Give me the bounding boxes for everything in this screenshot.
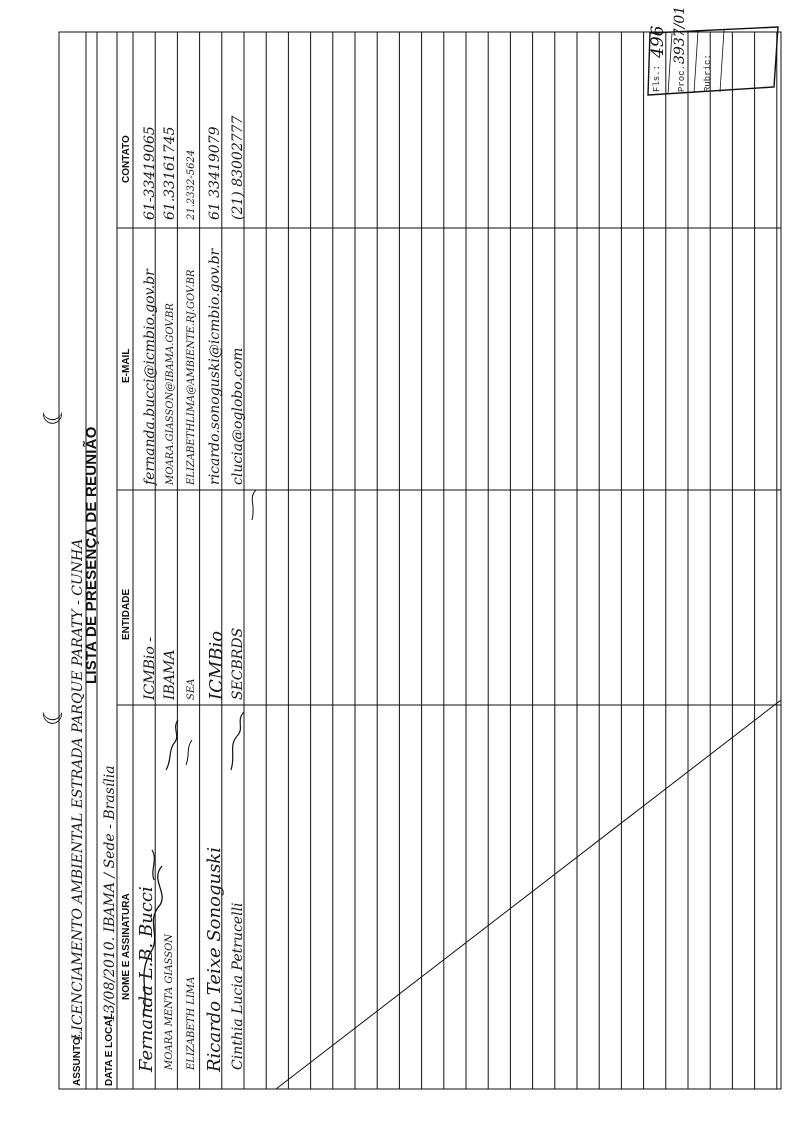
moon-logo-icon: ☾ bbox=[38, 402, 68, 426]
row-1-entidade: ICMBio - bbox=[142, 637, 158, 700]
header-contato: CONTATO bbox=[121, 135, 132, 183]
row-2-contato: 61.33161745 bbox=[162, 126, 178, 220]
row-4-contato: 61 33419079 bbox=[207, 126, 223, 220]
stamp-fls-value: 496 bbox=[648, 25, 668, 58]
row-4-email: ricardo.sonoguski@icmbio.gov.br bbox=[207, 248, 223, 485]
moon-logo-icon: ☾ bbox=[38, 702, 68, 726]
row-3-entidade: SEA bbox=[186, 678, 197, 700]
row-1-contato: 61-33419065 bbox=[142, 126, 158, 220]
row-3-contato: 21.2332-5624 bbox=[186, 149, 197, 220]
signature-mark bbox=[252, 490, 256, 520]
row-2-email: MOARA.GIASSON@IBAMA.GOV.BR bbox=[165, 303, 176, 485]
header-nome: NOME E ASSINATURA bbox=[121, 893, 132, 1000]
cancel-diagonal bbox=[276, 700, 781, 1089]
data-local-value: 13/08/2010. IBAMA / Sede - Brasília bbox=[102, 765, 118, 1022]
assunto-value: LICENCIAMENTO AMBIENTAL ESTRADA PARQUE PARATY - CUNHA bbox=[70, 538, 86, 1040]
row-1-nome: Fernanda L.B. Bucci bbox=[136, 886, 157, 1072]
header-entidade: ENTIDADE bbox=[121, 588, 132, 640]
stamp-rubric-label: Rubric: bbox=[703, 54, 713, 92]
row-1-email: fernanda.bucci@icmbio.gov.br bbox=[142, 269, 158, 485]
data-local-label: DATA E LOCAL: bbox=[104, 1010, 115, 1086]
signature-mark bbox=[231, 712, 244, 770]
row-5-email: clucia@oglobo.com bbox=[230, 347, 246, 485]
row-4-entidade: ICMBio bbox=[206, 630, 227, 700]
row-2-entidade: IBAMA bbox=[162, 649, 178, 700]
row-5-contato: (21) 83002777 bbox=[230, 115, 246, 220]
stamp-proc-label: Proc.: bbox=[677, 59, 687, 92]
row-5-nome: Cinthia Lucia Petrucelli bbox=[230, 902, 246, 1070]
stamp-fls-label: Fls.: bbox=[652, 64, 662, 92]
assunto-label: ASSUNTO: bbox=[72, 1033, 83, 1086]
header-email: E-MAIL bbox=[121, 348, 132, 383]
signature-mark bbox=[152, 850, 154, 880]
stamp-proc-value: 3937/01 bbox=[672, 5, 688, 64]
row-5-entidade: SECBRDS bbox=[230, 627, 246, 700]
row-3-email: ELIZABETHLIMA@AMBIENTE.RJ.GOV.BR bbox=[186, 269, 197, 485]
row-4-nome: Ricardo Teixe Sonoguski bbox=[204, 847, 225, 1072]
row-2-nome: MOARA MENTA GIASSON bbox=[164, 933, 175, 1070]
signature-mark bbox=[166, 720, 178, 770]
form-title: LISTA DE PRESENÇA DE REUNIÃO bbox=[83, 426, 100, 684]
signature-mark bbox=[186, 740, 192, 765]
row-3-nome: ELIZABETH LIMA bbox=[186, 976, 197, 1070]
